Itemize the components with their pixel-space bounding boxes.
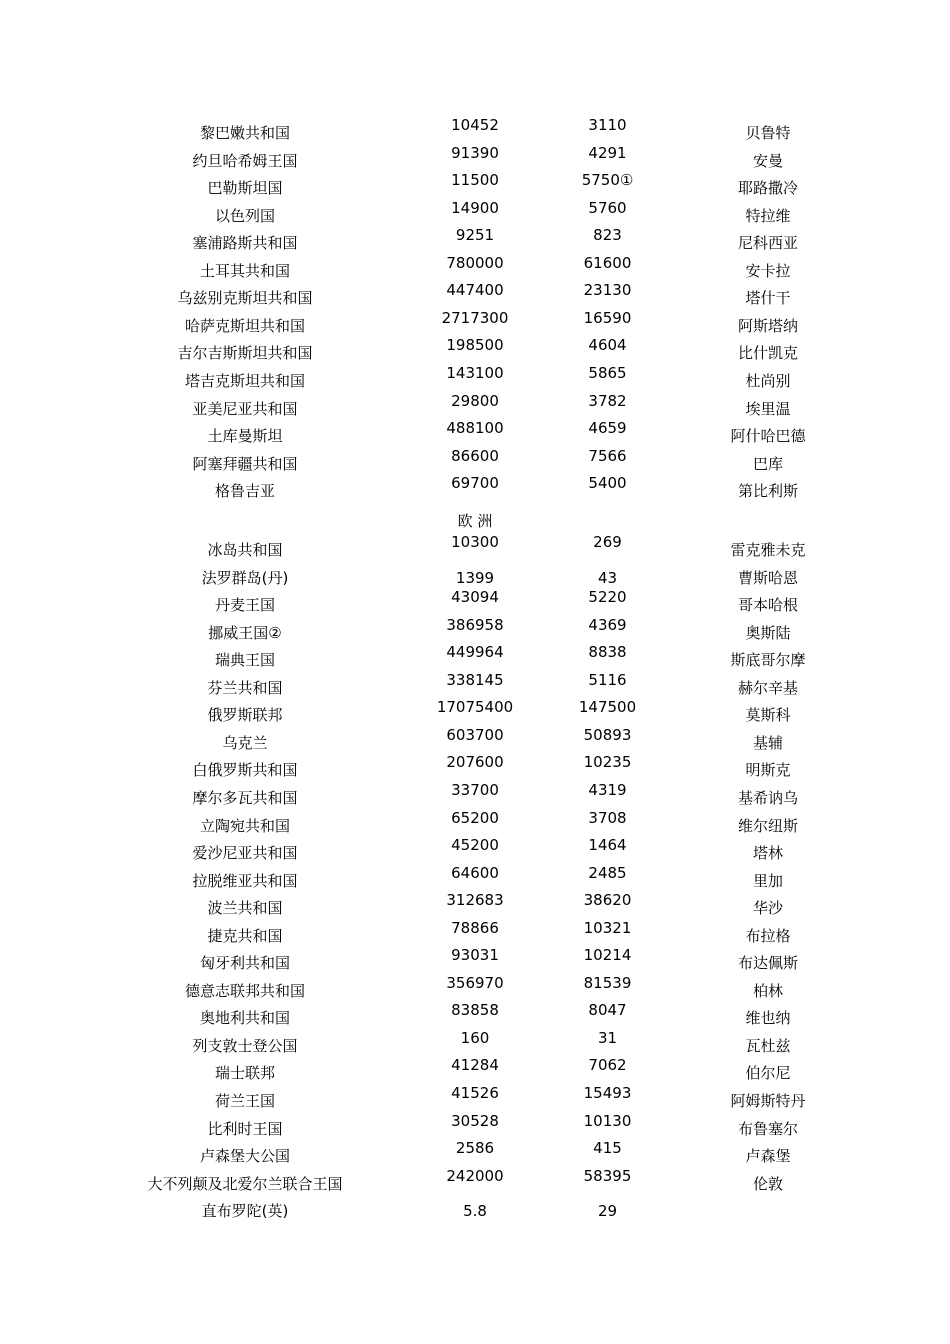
capital-name: 基希讷乌 bbox=[737, 788, 798, 807]
area-value: 447400 bbox=[446, 281, 504, 300]
country-name: 丹麦王国 bbox=[214, 596, 275, 615]
area-value: 33700 bbox=[451, 780, 499, 799]
area-value: 30528 bbox=[451, 1111, 499, 1130]
population-value: 43 bbox=[597, 568, 618, 587]
population-value: 269 bbox=[593, 533, 622, 551]
table-row bbox=[0, 446, 950, 477]
capital-name: 奥斯陆 bbox=[745, 623, 791, 642]
area-value: 143100 bbox=[446, 363, 504, 382]
country-name: 法罗群岛(丹) bbox=[201, 568, 289, 587]
country-name: 瑞典王国 bbox=[214, 651, 275, 670]
country-name: 巴勒斯坦国 bbox=[207, 179, 283, 198]
country-name: 格鲁吉亚 bbox=[214, 482, 275, 501]
table-row bbox=[0, 808, 950, 839]
population-value: 3782 bbox=[588, 391, 627, 410]
population-value: 8047 bbox=[588, 1001, 627, 1020]
table-row bbox=[0, 1086, 950, 1114]
table-row bbox=[0, 780, 950, 811]
table-row bbox=[0, 918, 950, 949]
section-heading-europe: 欧 洲 bbox=[457, 512, 493, 530]
capital-name: 布拉格 bbox=[745, 926, 791, 945]
area-value: 198500 bbox=[446, 336, 504, 355]
capital-name: 基辅 bbox=[752, 733, 783, 752]
table-row bbox=[0, 838, 950, 866]
population-value: 5400 bbox=[588, 474, 627, 493]
area-value: 9251 bbox=[455, 226, 495, 245]
country-name: 塞浦路斯共和国 bbox=[192, 234, 298, 253]
capital-name: 巴库 bbox=[752, 454, 783, 473]
table-row bbox=[0, 973, 950, 1004]
table-row bbox=[0, 143, 950, 174]
capital-name: 特拉维 bbox=[745, 206, 791, 225]
table-row bbox=[0, 948, 950, 976]
capital-name: 埃里温 bbox=[745, 399, 791, 418]
table-row bbox=[0, 363, 950, 394]
table-row bbox=[0, 1111, 950, 1142]
table-row bbox=[0, 590, 950, 618]
capital-name: 伦敦 bbox=[752, 1174, 783, 1193]
capital-name: 维尔纽斯 bbox=[737, 816, 798, 835]
area-value: 2717300 bbox=[441, 308, 509, 327]
capital-name: 伯尔尼 bbox=[745, 1064, 791, 1083]
population-value: 5116 bbox=[588, 670, 627, 689]
country-name: 匈牙利共和国 bbox=[199, 954, 290, 973]
country-name: 黎巴嫩共和国 bbox=[199, 124, 290, 142]
capital-name: 贝鲁特 bbox=[745, 124, 791, 142]
capital-name: 哥本哈根 bbox=[737, 596, 798, 615]
country-name: 芬兰共和国 bbox=[207, 678, 283, 697]
table-row bbox=[0, 725, 950, 756]
table-row bbox=[0, 1003, 950, 1031]
population-value: 4319 bbox=[588, 780, 627, 799]
country-name: 土库曼斯坦 bbox=[207, 427, 283, 446]
country-name: 拉脱维亚共和国 bbox=[192, 871, 298, 890]
country-name: 瑞士联邦 bbox=[214, 1064, 275, 1083]
table-row bbox=[0, 338, 950, 366]
population-value: 5865 bbox=[588, 363, 627, 382]
population-value: 5220 bbox=[588, 588, 627, 607]
capital-name: 阿什哈巴德 bbox=[730, 427, 806, 446]
table-row bbox=[0, 1028, 950, 1059]
capital-name: 里加 bbox=[752, 871, 783, 890]
table-row bbox=[0, 173, 950, 201]
area-value: 29800 bbox=[451, 391, 499, 410]
country-name: 直布罗陀(英) bbox=[201, 1202, 289, 1221]
capital-name: 阿斯塔纳 bbox=[737, 316, 798, 335]
area-value: 1399 bbox=[455, 568, 495, 587]
population-value: 23130 bbox=[583, 281, 632, 300]
country-name: 吉尔吉斯斯坦共和国 bbox=[177, 344, 313, 363]
area-value: 78866 bbox=[451, 918, 499, 937]
capital-name: 塔林 bbox=[752, 844, 783, 863]
population-value: 15493 bbox=[583, 1084, 632, 1102]
country-name: 比利时王国 bbox=[207, 1119, 283, 1138]
area-value: 65200 bbox=[451, 808, 499, 827]
area-value: 10300 bbox=[451, 533, 499, 551]
capital-name: 布鲁塞尔 bbox=[737, 1119, 798, 1138]
country-name: 捷克共和国 bbox=[207, 926, 283, 945]
table-row bbox=[0, 1166, 950, 1197]
population-value: 2485 bbox=[588, 863, 627, 882]
country-name: 乌克兰 bbox=[222, 733, 268, 752]
population-value: 38620 bbox=[583, 891, 632, 910]
area-value: 10452 bbox=[451, 116, 499, 134]
country-name: 列支敦士登公国 bbox=[192, 1036, 298, 1055]
country-name: 塔吉克斯坦共和国 bbox=[184, 371, 305, 390]
capital-name: 第比利斯 bbox=[737, 482, 798, 501]
capital-name: 莫斯科 bbox=[745, 706, 791, 725]
country-name: 波兰共和国 bbox=[207, 899, 283, 918]
country-name: 土耳其共和国 bbox=[199, 261, 290, 280]
area-value: 312683 bbox=[446, 891, 504, 910]
capital-name: 斯底哥尔摩 bbox=[730, 651, 806, 670]
population-value: 10321 bbox=[583, 918, 632, 937]
capital-name: 杜尚别 bbox=[745, 371, 791, 390]
country-name: 亚美尼亚共和国 bbox=[192, 399, 298, 418]
table-row bbox=[0, 228, 950, 256]
capital-name: 卢森堡 bbox=[745, 1147, 791, 1166]
population-value: 10235 bbox=[583, 753, 632, 772]
population-value: 10130 bbox=[583, 1111, 632, 1130]
table-row bbox=[0, 645, 950, 673]
population-value: 10214 bbox=[583, 946, 632, 965]
population-value: 7566 bbox=[588, 446, 627, 465]
table-row bbox=[0, 863, 950, 894]
country-name: 荷兰王国 bbox=[214, 1092, 275, 1110]
area-value: 64600 bbox=[451, 863, 499, 882]
area-value: 91390 bbox=[451, 143, 499, 162]
country-name: 挪威王国② bbox=[208, 623, 282, 642]
population-value: 415 bbox=[593, 1139, 622, 1158]
table-row bbox=[0, 563, 950, 591]
table-row bbox=[0, 615, 950, 646]
capital-name: 塔什干 bbox=[745, 289, 791, 308]
population-value: 4604 bbox=[588, 336, 627, 355]
area-value: 11500 bbox=[451, 171, 499, 190]
area-value: 207600 bbox=[446, 753, 504, 772]
area-value: 41526 bbox=[451, 1084, 499, 1102]
population-value: 29 bbox=[597, 1202, 618, 1221]
population-value: 4369 bbox=[588, 615, 627, 634]
country-name: 乌兹别克斯坦共和国 bbox=[177, 289, 313, 308]
capital-name: 阿姆斯特丹 bbox=[730, 1092, 806, 1110]
table-row bbox=[0, 535, 950, 563]
population-value: 3708 bbox=[588, 808, 627, 827]
population-value: 5750① bbox=[581, 171, 634, 190]
capital-name: 曹斯哈恩 bbox=[737, 568, 798, 587]
table-row bbox=[0, 700, 950, 728]
area-value: 2586 bbox=[455, 1139, 495, 1158]
country-name: 约旦哈希姆王国 bbox=[192, 151, 298, 170]
population-value: 58395 bbox=[583, 1166, 632, 1185]
capital-name: 柏林 bbox=[752, 981, 783, 1000]
population-value: 61600 bbox=[583, 253, 632, 272]
country-name: 以色列国 bbox=[214, 206, 275, 225]
population-value: 31 bbox=[597, 1028, 618, 1047]
country-name: 德意志联邦共和国 bbox=[184, 981, 305, 1000]
capital-name: 布达佩斯 bbox=[737, 954, 798, 973]
area-value: 160 bbox=[460, 1028, 490, 1047]
capital-name: 耶路撒冷 bbox=[737, 179, 798, 198]
table-row bbox=[0, 670, 950, 701]
table-row bbox=[0, 476, 950, 504]
capital-name: 维也纳 bbox=[745, 1009, 791, 1028]
population-value: 5760 bbox=[588, 198, 627, 217]
population-value: 16590 bbox=[583, 308, 632, 327]
table-row bbox=[0, 1141, 950, 1169]
population-value: 50893 bbox=[583, 725, 632, 744]
population-value: 8838 bbox=[588, 643, 627, 662]
population-value: 823 bbox=[593, 226, 622, 245]
area-value: 338145 bbox=[446, 670, 504, 689]
table-row bbox=[0, 755, 950, 783]
country-name: 阿塞拜疆共和国 bbox=[192, 454, 298, 473]
area-value: 45200 bbox=[451, 836, 499, 855]
table-row bbox=[0, 1196, 950, 1224]
capital-name: 赫尔辛基 bbox=[737, 678, 798, 697]
capital-name: 瓦杜兹 bbox=[745, 1036, 791, 1055]
table-row bbox=[0, 391, 950, 422]
area-value: 242000 bbox=[446, 1166, 504, 1185]
area-value: 780000 bbox=[446, 253, 504, 272]
area-value: 603700 bbox=[446, 725, 504, 744]
capital-name: 尼科西亚 bbox=[737, 234, 798, 253]
capital-name: 华沙 bbox=[752, 899, 783, 918]
table-row bbox=[0, 308, 950, 339]
country-name: 卢森堡大公国 bbox=[199, 1147, 290, 1166]
area-value: 449964 bbox=[446, 643, 504, 662]
capital-name: 安曼 bbox=[752, 151, 783, 170]
population-value: 81539 bbox=[583, 973, 632, 992]
area-value: 69700 bbox=[451, 474, 499, 493]
table-row bbox=[0, 1058, 950, 1086]
country-name: 冰岛共和国 bbox=[207, 541, 283, 559]
capital-name: 安卡拉 bbox=[745, 261, 791, 280]
area-value: 14900 bbox=[451, 198, 499, 217]
table-row bbox=[0, 283, 950, 311]
country-name: 爱沙尼亚共和国 bbox=[192, 844, 298, 863]
capital-name: 比什凯克 bbox=[737, 344, 798, 363]
capital-name: 雷克雅未克 bbox=[730, 541, 806, 559]
population-value: 147500 bbox=[578, 698, 637, 717]
table-row bbox=[0, 421, 950, 449]
population-value: 3110 bbox=[588, 116, 627, 134]
table-row bbox=[0, 118, 950, 146]
area-value: 488100 bbox=[446, 419, 504, 438]
area-value: 5.8 bbox=[463, 1202, 487, 1221]
area-value: 386958 bbox=[446, 615, 504, 634]
country-name: 摩尔多瓦共和国 bbox=[192, 788, 298, 807]
population-value: 4659 bbox=[588, 419, 627, 438]
country-name: 大不列颠及北爱尔兰联合王国 bbox=[147, 1174, 343, 1193]
area-value: 41284 bbox=[451, 1056, 499, 1075]
area-value: 356970 bbox=[446, 973, 504, 992]
area-value: 93031 bbox=[451, 946, 499, 965]
area-value: 17075400 bbox=[436, 698, 514, 717]
country-name: 奥地利共和国 bbox=[199, 1009, 290, 1028]
area-value: 83858 bbox=[451, 1001, 499, 1020]
table-row bbox=[0, 198, 950, 229]
table-row bbox=[0, 253, 950, 284]
population-value: 7062 bbox=[588, 1056, 627, 1075]
population-value: 4291 bbox=[588, 143, 627, 162]
country-name: 白俄罗斯共和国 bbox=[192, 761, 298, 780]
country-name: 立陶宛共和国 bbox=[199, 816, 290, 835]
table-row bbox=[0, 893, 950, 921]
population-value: 1464 bbox=[588, 836, 627, 855]
capital-name: 明斯克 bbox=[745, 761, 791, 780]
country-name: 俄罗斯联邦 bbox=[207, 706, 283, 725]
country-name: 哈萨克斯坦共和国 bbox=[184, 316, 305, 335]
area-value: 86600 bbox=[451, 446, 499, 465]
area-value: 43094 bbox=[451, 588, 499, 607]
